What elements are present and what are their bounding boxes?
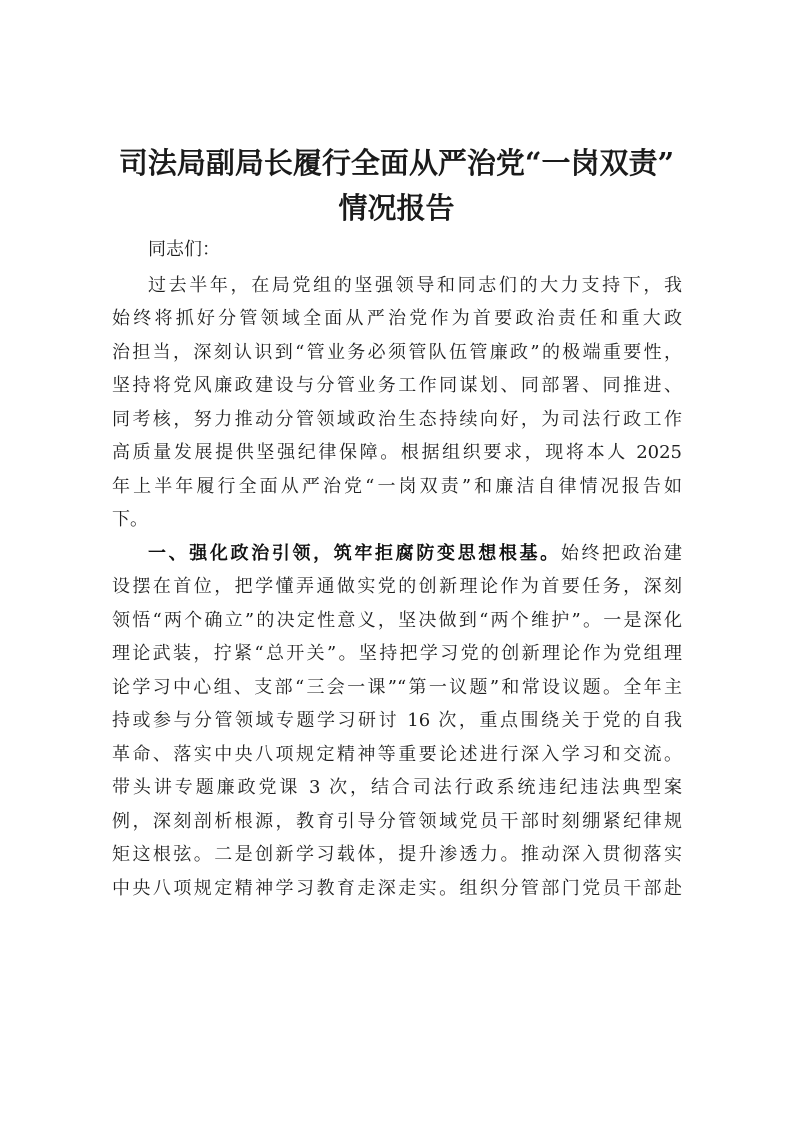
paragraph-line: 带头讲专题廉政党课 3 次，结合司法行政系统违纪违法典型案 bbox=[112, 777, 682, 798]
paragraph-line: 下。 bbox=[112, 509, 148, 530]
paragraph-line: 例，深刻剖析根源，教育引导分管领域党员干部时刻绷紧纪律规 bbox=[112, 811, 682, 832]
paragraph-line: 年上半年履行全面从严治党“一岗双责”和廉洁自律情况报告如 bbox=[112, 476, 682, 497]
document-title-line-1: 司法局副局长履行全面从严治党“一岗双责” bbox=[118, 146, 675, 180]
paragraph-line: 始终将抓好分管领域全面从严治党作为首要政治责任和重大政 bbox=[112, 308, 682, 329]
paragraph-line: 矩这根弦。二是创新学习载体，提升渗透力。推动深入贯彻落实 bbox=[112, 844, 682, 865]
paragraph-line: 同考核，努力推动分管领域政治生态持续向好，为司法行政工作 bbox=[112, 409, 682, 430]
salutation: 同志们： bbox=[148, 239, 220, 260]
paragraph-line: 中央八项规定精神学习教育走深走实。组织分管部门党员干部赴 bbox=[112, 878, 682, 899]
paragraph-line: 设摆在首位，把学懂弄通做实党的创新理论作为首要任务，深刻 bbox=[112, 576, 682, 597]
paragraph-line: 持或参与分管领域专题学习研讨 16 次，重点围绕关于党的自我 bbox=[112, 710, 682, 731]
document-title-line-2: 情况报告 bbox=[338, 191, 455, 225]
section-1-first-line-rest: 始终把政治建 bbox=[560, 543, 683, 564]
paragraph-line: 论学习中心组、支部“三会一课”“第一议题”和常设议题。全年主 bbox=[112, 677, 682, 698]
paragraph-line: 坚持将党风廉政建设与分管业务工作同谋划、同部署、同推进、 bbox=[112, 375, 682, 396]
section-1-heading: 一、强化政治引领，筑牢拒腐防变思想根基。 bbox=[148, 543, 561, 564]
paragraph-line: 过去半年，在局党组的坚强领导和同志们的大力支持下，我 bbox=[148, 275, 682, 296]
section-1-first-line bbox=[148, 537, 682, 570]
paragraph-line: 理论武装，拧紧“总开关”。坚持把学习党的创新理论作为党组理 bbox=[112, 643, 682, 664]
paragraph-line: 治担当，深刻认识到“管业务必须管队伍管廉政”的极端重要性， bbox=[112, 342, 682, 363]
paragraph-line: 高质量发展提供坚强纪律保障。根据组织要求，现将本人 2025 bbox=[112, 442, 682, 463]
paragraph-line: 领悟“两个确立”的决定性意义，坚决做到“两个维护”。一是深化 bbox=[112, 610, 682, 631]
paragraph-line: 革命、落实中央八项规定精神等重要论述进行深入学习和交流。 bbox=[112, 744, 682, 765]
